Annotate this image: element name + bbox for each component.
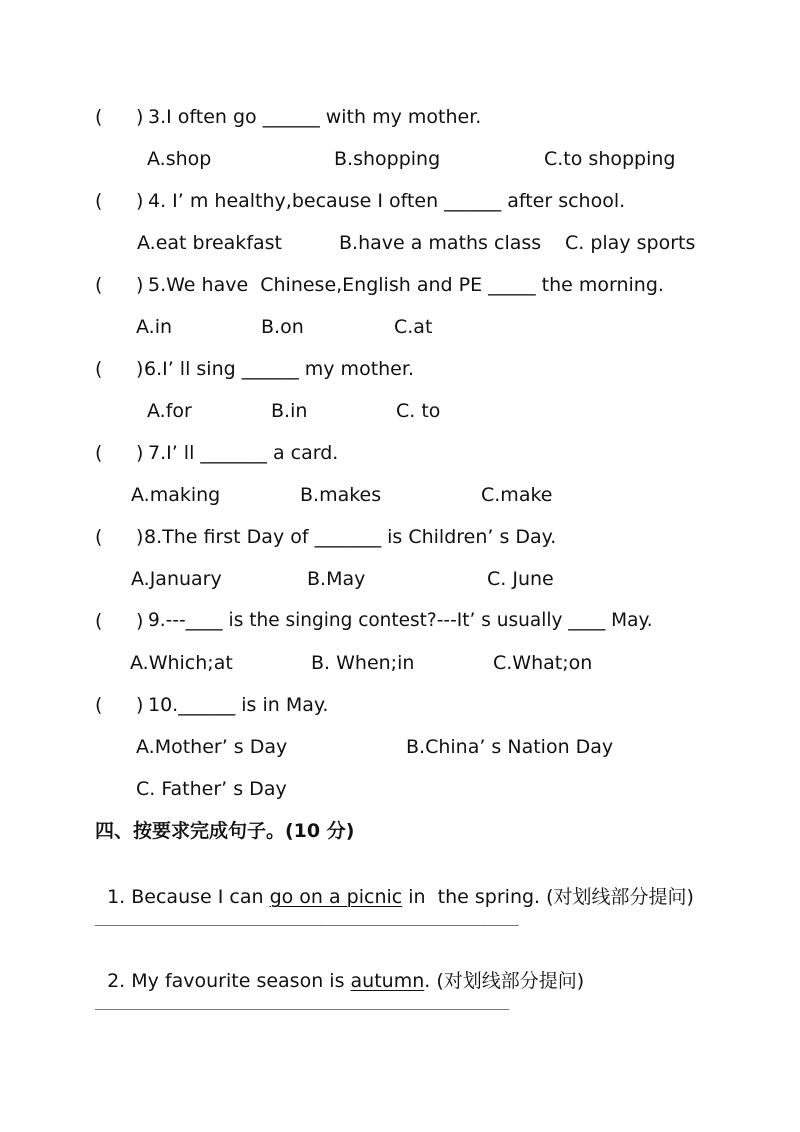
question-options-row2 [0, 777, 800, 801]
option-c: C.at [394, 316, 433, 338]
underlined-phrase: go on a picnic [269, 886, 403, 908]
option-a: A.Mother’ s Day [136, 736, 288, 758]
sentence-task-1 [95, 861, 694, 909]
sentence-text: in the spring. (对划线部分提问) [402, 886, 694, 908]
option-c: C. play sports [565, 232, 696, 254]
section-heading: 四、按要求完成句子。(10 分) [95, 820, 355, 842]
question-text: 5.We have Chinese,English and PE _____ the morning. [148, 274, 664, 296]
option-c: C. June [487, 568, 554, 590]
option-a: A.shop [147, 148, 212, 170]
question-options [0, 567, 800, 591]
option-b: B.shopping [334, 148, 441, 170]
option-c: C. Father’ s Day [136, 778, 287, 800]
question-text: 3.I often go ______ with my mother. [148, 106, 482, 128]
option-a: A.January [131, 568, 222, 590]
option-a: A.Which;at [130, 652, 233, 674]
sentence-text: 2. My favourite season is [107, 970, 351, 992]
answer-blank: ___________________________________________ [95, 991, 510, 1010]
question-paren-close: ) [136, 358, 144, 380]
question-paren-close: ) [136, 274, 144, 296]
question-text: 6.I’ ll sing ______ my mother. [144, 358, 414, 380]
option-a: A.making [131, 484, 221, 506]
question-paren-open: ( [95, 442, 103, 464]
question-options [0, 651, 800, 675]
sentence-text: 1. Because I can [107, 886, 270, 908]
question-text: 9.---____ is the singing contest?---It’ s usually ____ May. [148, 610, 653, 631]
question-options [0, 147, 800, 171]
question-text: 7.I’ ll _______ a card. [148, 442, 339, 464]
option-b: B.May [307, 568, 366, 590]
answer-blank: ____________________________________________ [95, 907, 519, 926]
question-paren-close: ) [136, 526, 144, 548]
question-paren-close: ) [136, 694, 144, 716]
question-paren-open: ( [95, 190, 103, 212]
question-options [0, 315, 800, 339]
question-paren-open: ( [95, 358, 103, 380]
option-c: C.What;on [493, 652, 593, 674]
option-b: B.have a maths class [339, 232, 542, 254]
option-b: B.makes [300, 484, 382, 506]
underlined-phrase: autumn [350, 970, 425, 992]
question-options [0, 231, 800, 255]
option-b: B.China’ s Nation Day [406, 736, 614, 758]
question-paren-close: ) [136, 610, 144, 632]
question-paren-close: ) [136, 442, 144, 464]
question-paren-close: ) [136, 190, 144, 212]
option-c: C.make [481, 484, 553, 506]
sentence-text: . (对划线部分提问) [424, 970, 585, 992]
question-options [0, 735, 800, 759]
option-c: C. to [396, 400, 441, 422]
option-a: A.in [136, 316, 173, 338]
sentence-task-2 [95, 945, 584, 993]
question-paren-open: ( [95, 610, 103, 632]
question-paren-close: ) [136, 106, 144, 128]
question-paren-open: ( [95, 274, 103, 296]
option-b: B.on [261, 316, 304, 338]
question-paren-open: ( [95, 694, 103, 716]
question-paren-open: ( [95, 526, 103, 548]
option-a: A.eat breakfast [137, 232, 282, 254]
option-b: B.in [271, 400, 308, 422]
option-a: A.for [147, 400, 192, 422]
question-paren-open: ( [95, 106, 103, 128]
option-b: B. When;in [311, 652, 415, 674]
question-text: 10.______ is in May. [148, 694, 329, 716]
question-options [0, 483, 800, 507]
question-text: 8.The first Day of _______ is Children’ s Day. [144, 526, 557, 548]
question-options [0, 399, 800, 423]
question-text: 4. I’ m healthy,because I often ______ after school. [148, 190, 626, 212]
option-c: C.to shopping [544, 148, 676, 170]
